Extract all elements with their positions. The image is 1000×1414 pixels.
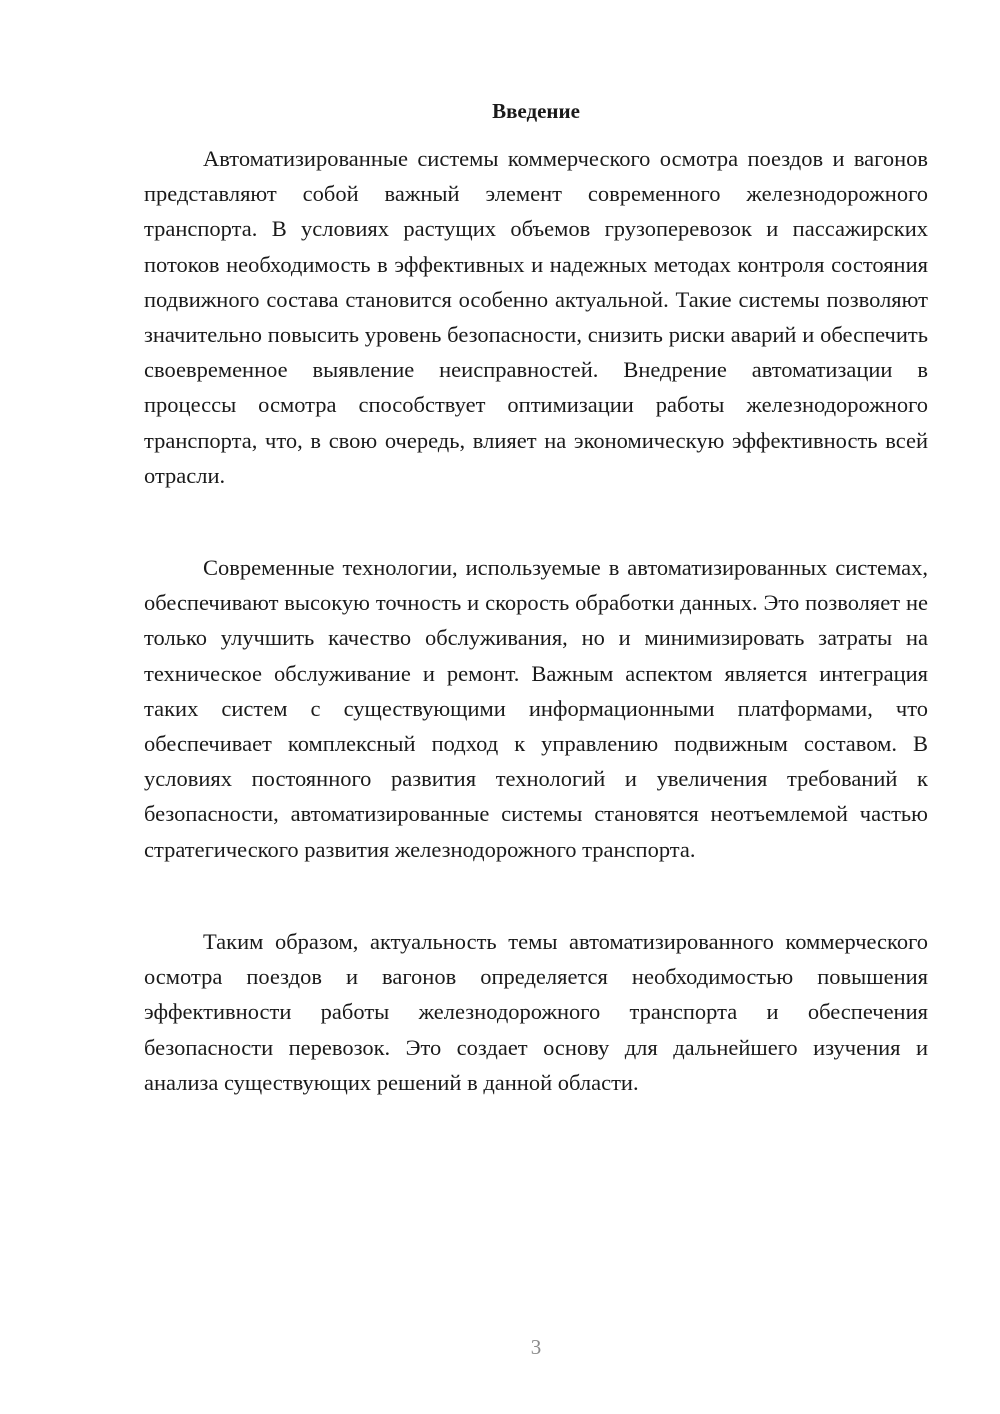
section-title: Введение	[492, 99, 580, 123]
paragraph-3: Таким образом, актуальность темы автоматизированного коммерческого осмотра поездов и вагонов определяется необходимостью повышения эффективности работы железнодорожного транспорта и обеспечения безопасности перевозок. Это создает основу для дальнейшего изучения и анализа существующих решений в данной области.	[144, 929, 928, 1095]
paragraph-1: Автоматизированные системы коммерческого осмотра поездов и вагонов представляют собой важный элемент современного железнодорожного транспорта. В условиях растущих объемов грузоперевозок и пассажирских потоков необходимость в эффективных и надежных методах контроля состояния подвижного состава становится особенно актуальной. Такие системы позволяют значительно повысить уровень безопасности, снизить риски аварий и обеспечить своевременное выявление неисправностей. Внедрение автоматизации в процессы осмотра способствует оптимизации работы железнодорожного транспорта, что, в свою очередь, влияет на экономическую эффективность всей отрасли.	[144, 146, 928, 488]
page-number: 3	[530, 1335, 542, 1359]
paragraph-2-block	[144, 550, 928, 867]
paragraph-1-block	[144, 141, 928, 493]
paragraph-2: Современные технологии, используемые в автоматизированных системах, обеспечивают высокую точность и скорость обработки данных. Это позволяет не только улучшить качество обслуживания, но и минимизировать затраты на техническое обслуживание и ремонт. Важным аспектом является интеграция таких систем с существующими информационными платформами, что обеспечивает комплексный подход к управлению подвижным составом. В условиях постоянного развития технологий и увеличения требований к безопасности, автоматизированные системы становятся неотъемлемой частью стратегического развития железнодорожного транспорта.	[144, 555, 928, 862]
paragraph-3-block	[144, 924, 928, 1100]
